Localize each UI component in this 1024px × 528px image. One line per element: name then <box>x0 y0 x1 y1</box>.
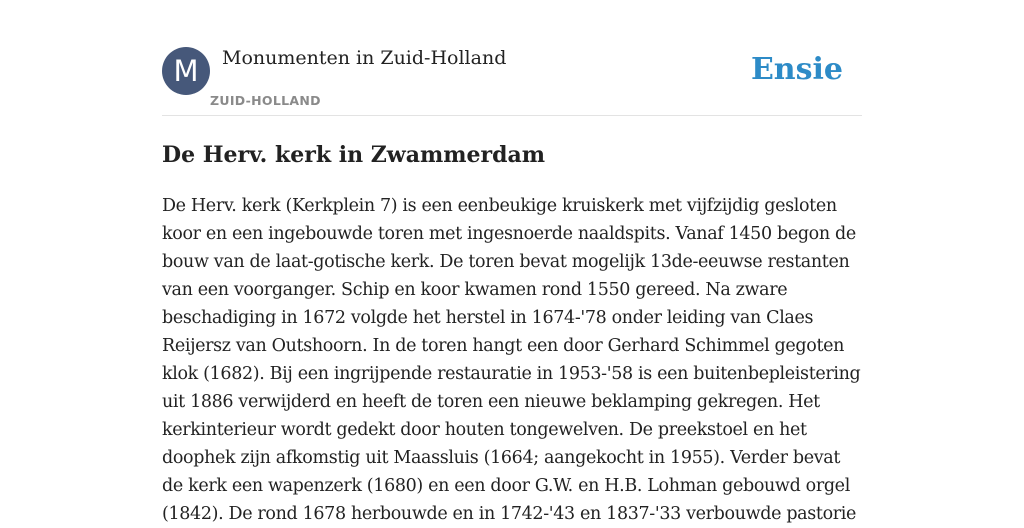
ensie-logo[interactable]: Ensie <box>750 52 843 87</box>
page-container <box>162 0 862 524</box>
source-header <box>162 0 862 116</box>
article-body: De Herv. kerk (Kerkplein 7) is een eenbeukige kruiskerk met vijfzijdig gesloten koor en een ingebouwde toren met ingesnoerde naaldspits. Vanaf 1450 begon de bouw van de laat-gotische kerk. De toren bevat mogelijk 13de-eeuwse restanten van een voorganger. Schip en koor kwamen rond 1550 gereed. Na zware beschadiging in 1672 volgde het herstel in 1674-'78 onder leiding van Claes Reijersz van Outshoorn. In de toren hangt een door Gerhard Schimmel gegoten klok (1682). Bij een ingrijpende restauratie in 1953-'58 is een buitenbepleistering uit 1886 verwijderd en heeft de toren een nieuwe beklamping gekregen. Het kerkinterieur wordt gedekt door houten tongewelven. De preekstoel en het doophek zijn afkomstig uit Maassluis (1664; aangekocht in 1955). Verder bevat de kerk een wapenzerk (1680) en een door G.W. en H.B. Lohman gebouwd orgel (1842). De rond 1678 herbouwde en in 1742-'43 en 1837-'33 verbouwde pastorie <box>162 196 861 524</box>
source-avatar[interactable]: M <box>162 47 210 95</box>
source-title-link[interactable]: Monumenten in Zuid-Holland <box>222 47 507 69</box>
source-region-link[interactable]: ZUID-HOLLAND <box>210 93 321 108</box>
article-title: De Herv. kerk in Zwammerdam <box>162 142 546 168</box>
